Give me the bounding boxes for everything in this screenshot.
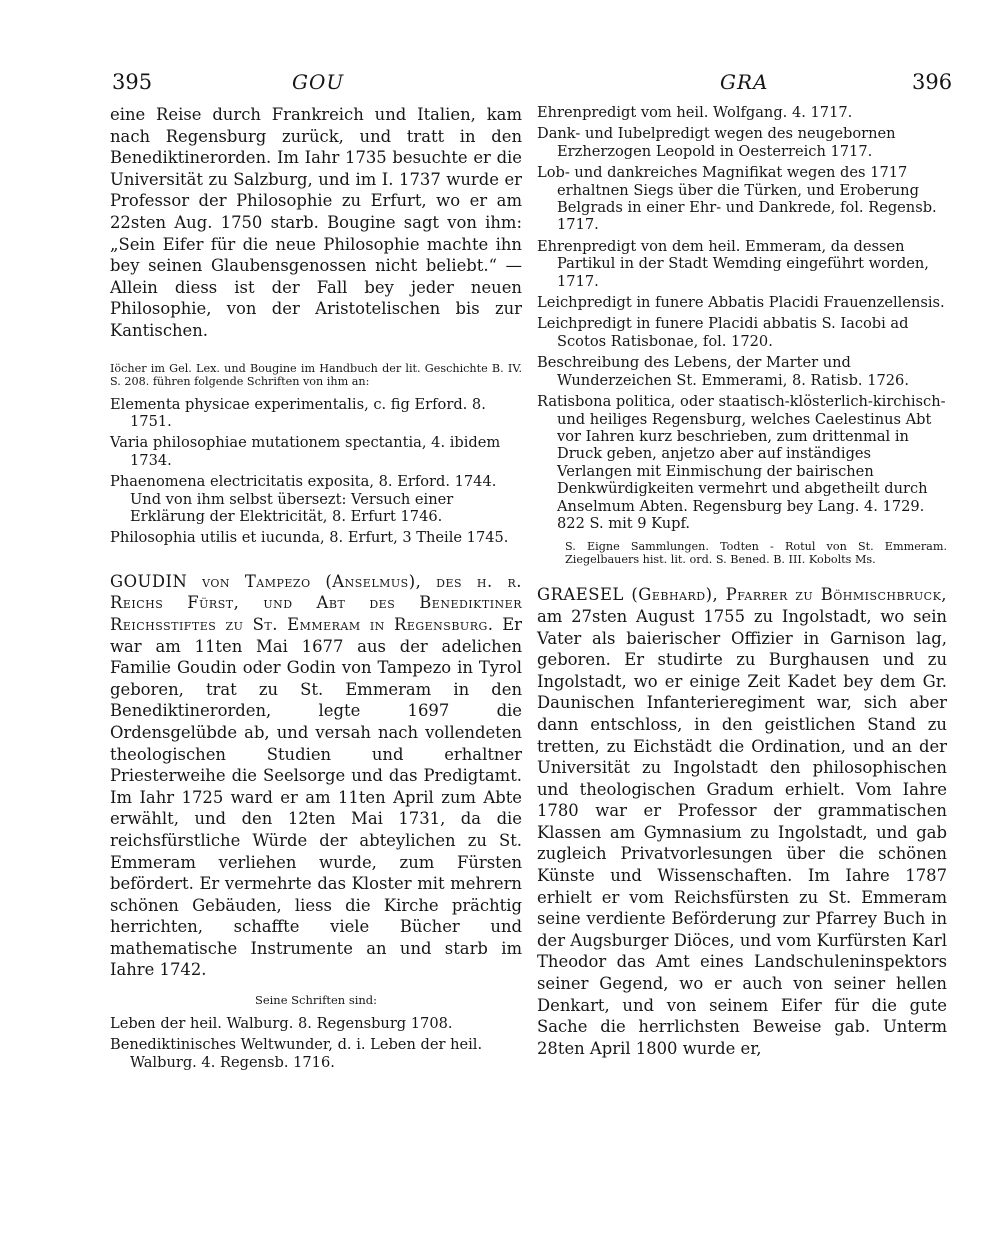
left-work-3: Phaenomena electricitatis exposita, 8. Erford. 1744. Und von ihm selbst übersezt: Versuch einer Erklärung der Elektricität, 8. Erfurt 1746. (110, 473, 497, 525)
left-work-5: Leben der heil. Walburg. 8. Regensburg 1708. (110, 1015, 453, 1033)
entry-graesel (537, 584, 947, 1059)
entry-graesel-text: am 27sten August 1755 zu Ingolstadt, wo sein Vater als baierischer Offizier in Garnison lag, geboren. Er studirte zu Burghausen und zu Ingolstadt, wo er einige Zeit Kadet bey dem Gr. Daunischen Infanterieregiment war, sich aber dann entschloss, in den geistlichen Stand zu tretten, zu Eichstädt die Ordination, und an der Universität zu Ingolstadt den philosophischen und theologischen Gradum erhielt. Vom Iahre 1780 war er Professor der grammatischen Klassen am Gymnasium zu Ingolstadt, und gab zugleich Privatvorlesungen über die schönen Künste und Wissenschaften. Im Iahre 1787 erhielt er vom Reichsfürsten zu St. Emmeram seine verdiente Beförderung zur Pfarrey Buch in der Augsburger Diöces, und vom Kurfürsten Karl Theodor das Amt eines Landschuleninspektors seiner Gegend, wo er auch von seiner hellen Denkart, und von seinem Eifer für die gute Sache die herrlichsten Beweise gab. Unterm 28ten April 1800 wurde er, (537, 606, 947, 1058)
left-work-1: Elementa physicae experimentalis, c. fig Erford. 8. 1751. (110, 395, 486, 430)
left-work-4: Philosophia utilis et iucunda, 8. Erfurt, 3 Theile 1745. (110, 529, 509, 547)
left-paragraph-1: eine Reise durch Frankreich und Italien, kam nach Regensburg zurück, und tratt in den Benediktinerorden. Im Iahr 1735 besuchte er die Universität zu Salzburg, und im I. 1737 wurde er Professor der Philosophie zu Erfurt, wo er am 22sten Aug. 1750 starb. Bougine sagt von ihm: „Sein Eifer für die neue Philosophie machte ihn bey seinen Glaubensgenossen nicht beliebt.“ — Allein diess ist der Fall bey jeder neuen Philosophie, von der Aristotelischen bis zur Kantischen. (110, 105, 522, 340)
left-work-6: Benediktinisches Weltwunder, d. i. Leben der heil. Walburg. 4. Regensb. 1716. (110, 1036, 483, 1071)
right-work-7: Beschreibung des Lebens, der Marter und Wunderzeichen St. Emmerami, 8. Ratisb. 1726. (537, 354, 909, 389)
right-source-note: S. Eigne Sammlungen. Todten - Rotul von St. Emmeram. Ziegelbauers hist. lit. ord. S. Bened. B. III. Kobolts Ms. (565, 540, 947, 567)
writings-heading: Seine Schriften sind: (254, 993, 378, 1008)
right-work-5: Leichpredigt in funere Abbatis Placidi Frauenzellensis. (537, 294, 945, 312)
left-running-head: GOU (292, 70, 345, 94)
right-work-8: Ratisbona politica, oder staatisch-klösterlich-kirchisch- und heiliges Regensburg, welches Caelestinus Abt vor Iahren kurz beschrieben, zum drittenmal in Druck geben, anjetzo aber auf inständiges Verlangen mit Einmischung der bairischen Denkwürdigkeiten vermehrt und abgetheilt durch Anselmum Abten. Regensburg bey Lang. 4. 1729. 822 S. mit 9 Kupf. (537, 393, 946, 532)
left-source-note: Iöcher im Gel. Lex. und Bougine im Handbuch der lit. Geschichte B. IV. S. 208. führen folgende Schriften von ihm an: (110, 361, 522, 388)
entry-graesel-lemma: GRAESEL (Gebhard), Pfarrer zu Böhmischbruck, (537, 585, 947, 605)
right-running-head: GRA (720, 70, 769, 94)
left-page-number: 395 (112, 70, 153, 94)
entry-goudin (110, 571, 522, 981)
right-work-1: Ehrenpredigt vom heil. Wolfgang. 4. 1717. (537, 104, 853, 121)
left-work-2: Varia philosophiae mutationem spectantia, 4. ibidem 1734. (110, 434, 501, 469)
right-work-2: Dank- und Iubelpredigt wegen des neugebornen Erzherzogen Leopold in Oesterreich 1717. (537, 125, 896, 160)
right-work-3: Lob- und dankreiches Magnifikat wegen des 1717 erhaltnen Siegs über die Türken, und Eroberung Belgrads in einer Ehr- und Dankrede, fol. Regensb. 1717. (537, 164, 937, 234)
right-column (537, 104, 947, 1059)
entry-goudin-lemma: GOUDIN von Tampezo (Anselmus), des h. r. Reichs Fürst, und Abt des Benediktiner Reichsstiftes zu St. Emmeram in Regensburg. (110, 571, 522, 634)
entry-goudin-text: Er war am 11ten Mai 1677 aus der adelichen Familie Goudin oder Godin von Tampezo in Tyrol geboren, trat zu St. Emmeram in den Benediktinerorden, legte 1697 die Ordensgelübde ab, und versah nach vollendeten theologischen Studien und erhaltner Priesterweihe die Seelsorge und das Predigtamt. Im Iahr 1725 ward er am 11ten April zum Abte erwählt, und den 12ten Mai 1731, da die reichsfürstliche Würde der abteylichen zu St. Emmeram verliehen wurde, zum Fürsten befördert. Er vermehrte das Kloster mit mehrern schönen Gebäuden, liess die Kirche prächtig herrichten, schaffte viele Bücher und mathematische Instrumente an und starb im Iahre 1742. (110, 614, 522, 980)
right-page-number: 396 (912, 70, 953, 94)
left-column (110, 104, 522, 1071)
right-work-6: Leichpredigt in funere Placidi abbatis S. Iacobi ad Scotos Ratisbonae, fol. 1720. (537, 315, 909, 350)
right-work-4: Ehrenpredigt von dem heil. Emmeram, da dessen Partikul in der Stadt Wemding eingeführt worden, 1717. (537, 237, 929, 290)
